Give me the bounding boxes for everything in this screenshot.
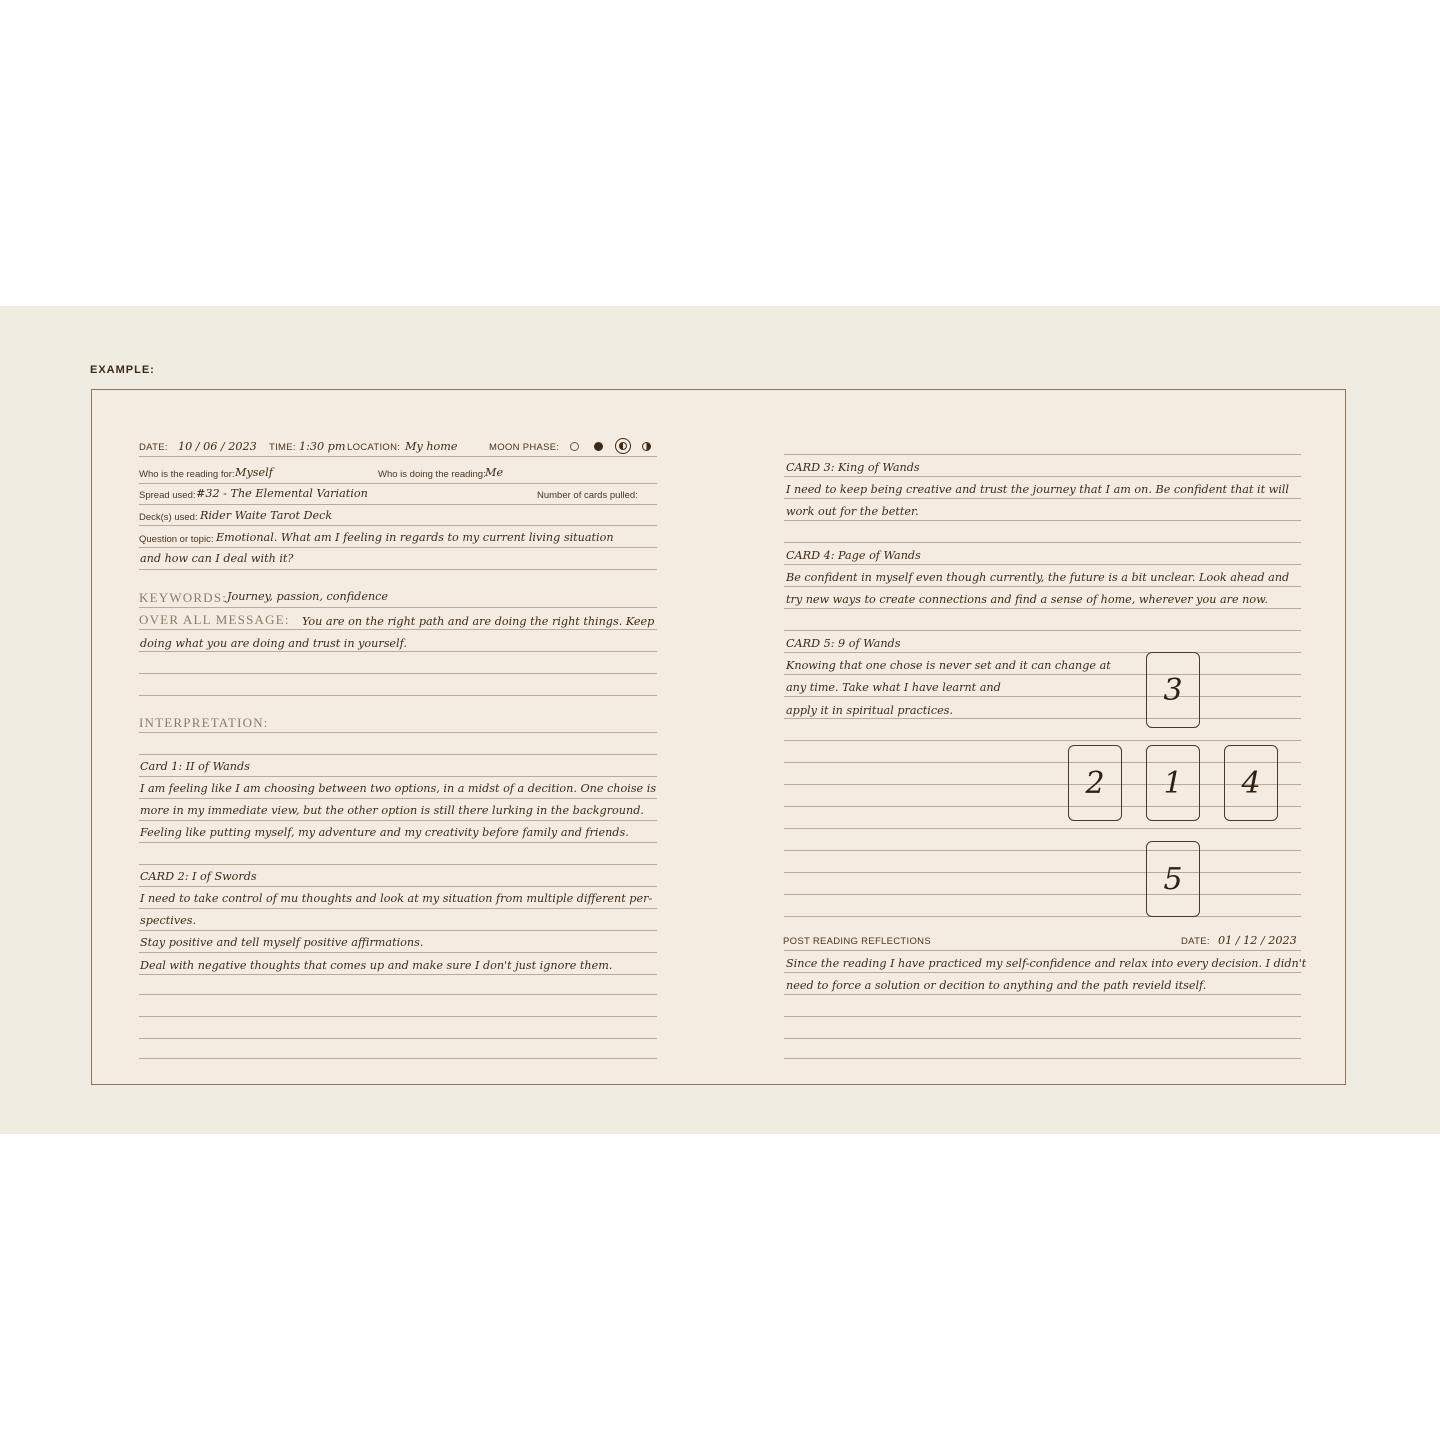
half-moon-icon xyxy=(619,442,627,450)
reading-for-label: Who is the reading for: xyxy=(139,469,235,480)
deck-label: Deck(s) used: xyxy=(139,512,198,523)
cards-pulled-label: Number of cards pulled: xyxy=(537,490,638,501)
question-line-1[interactable]: Emotional. What am I feeling in regards to my current living situation xyxy=(216,531,614,544)
spread-value[interactable]: #32 - The Elemental Variation xyxy=(196,487,368,500)
location-value[interactable]: My home xyxy=(405,440,458,453)
card3-line[interactable]: work out for the better. xyxy=(786,505,919,518)
time-value[interactable]: 1:30 pm xyxy=(299,440,346,453)
card3-title[interactable]: CARD 3: King of Wands xyxy=(786,461,920,474)
card4-title[interactable]: CARD 4: Page of Wands xyxy=(786,549,921,562)
post-reading-label: POST READING REFLECTIONS xyxy=(783,936,931,947)
message-line-2[interactable]: doing what you are doing and trust in yourself. xyxy=(140,637,407,650)
post-reflection-line[interactable]: Since the reading I have practiced my self-confidence and relax into every decision. I didn't xyxy=(786,957,1307,970)
spread-label: Spread used: xyxy=(139,490,196,501)
interpretation-label: INTERPRETATION: xyxy=(139,715,269,730)
card2-line[interactable]: Deal with negative thoughts that comes up and make sure I don't just ignore them. xyxy=(140,959,613,972)
card5-line[interactable]: apply it in spiritual practices. xyxy=(786,704,954,717)
date-label: DATE: xyxy=(139,442,168,453)
card2-line[interactable]: I need to take control of mu thoughts and look at my situation from multiple different per- xyxy=(140,892,653,905)
card4-line[interactable]: try new ways to create connections and find a sense of home, wherever you are now. xyxy=(786,593,1268,606)
card2-line[interactable]: Stay positive and tell myself positive affirmations. xyxy=(140,936,424,949)
card5-line[interactable]: any time. Take what I have learnt and xyxy=(786,681,1001,694)
card1-line[interactable]: Feeling like putting myself, my adventure and my creativity before family and friends. xyxy=(140,826,629,839)
date-value[interactable]: 10 / 06 / 2023 xyxy=(178,440,257,453)
post-date-label: DATE: xyxy=(1181,936,1210,947)
deck-value[interactable]: Rider Waite Tarot Deck xyxy=(200,509,333,522)
new-moon-icon[interactable] xyxy=(570,442,579,451)
spread-card-position-5: 5 xyxy=(1146,841,1200,917)
doing-reading-label: Who is doing the reading: xyxy=(378,469,486,480)
message-line-1[interactable]: You are on the right path and are doing the right things. Keep xyxy=(302,615,655,628)
overall-message-label: OVER ALL MESSAGE: xyxy=(139,612,290,627)
spread-card-position-3: 3 xyxy=(1146,652,1200,728)
example-label: EXAMPLE: xyxy=(90,364,155,376)
card3-line[interactable]: I need to keep being creative and trust the journey that I am on. Be confident that it will xyxy=(786,483,1289,496)
post-date-value[interactable]: 01 / 12 / 2023 xyxy=(1218,934,1297,947)
spread-card-position-4: 4 xyxy=(1224,745,1278,821)
moon-phase-label: MOON PHASE: xyxy=(489,442,560,453)
post-reflection-line[interactable]: need to force a solution or decition to anything and the path revield itself. xyxy=(786,979,1207,992)
keywords-value[interactable]: Journey, passion, confidence xyxy=(227,590,389,603)
card1-title[interactable]: Card 1: II of Wands xyxy=(140,760,250,773)
time-label: TIME: xyxy=(269,442,296,453)
last-quarter-moon-icon[interactable] xyxy=(642,442,651,451)
card2-line[interactable]: spectives. xyxy=(140,914,197,927)
reading-for-value[interactable]: Myself xyxy=(235,466,273,479)
journal-spread xyxy=(91,389,1346,1085)
card5-title[interactable]: CARD 5: 9 of Wands xyxy=(786,637,901,650)
card5-line[interactable]: Knowing that one chose is never set and it can change at xyxy=(786,659,1111,672)
card4-line[interactable]: Be confident in myself even though currently, the future is a bit unclear. Look ahead and xyxy=(786,571,1290,584)
location-label: LOCATION: xyxy=(347,442,401,453)
question-line-2[interactable]: and how can I deal with it? xyxy=(140,552,294,565)
question-label: Question or topic: xyxy=(139,534,214,545)
keywords-label: KEYWORDS: xyxy=(139,590,228,605)
doing-reading-value[interactable]: Me xyxy=(485,466,504,479)
selected-moon-ring[interactable] xyxy=(615,438,631,454)
spread-card-position-1: 1 xyxy=(1146,745,1200,821)
card1-line[interactable]: I am feeling like I am choosing between two options, in a midst of a decition. One choise is xyxy=(140,782,657,795)
spread-card-position-2: 2 xyxy=(1068,745,1122,821)
card1-line[interactable]: more in my immediate view, but the other option is still there lurking in the background. xyxy=(140,804,644,817)
full-moon-icon[interactable] xyxy=(594,442,603,451)
card2-title[interactable]: CARD 2: I of Swords xyxy=(140,870,257,883)
